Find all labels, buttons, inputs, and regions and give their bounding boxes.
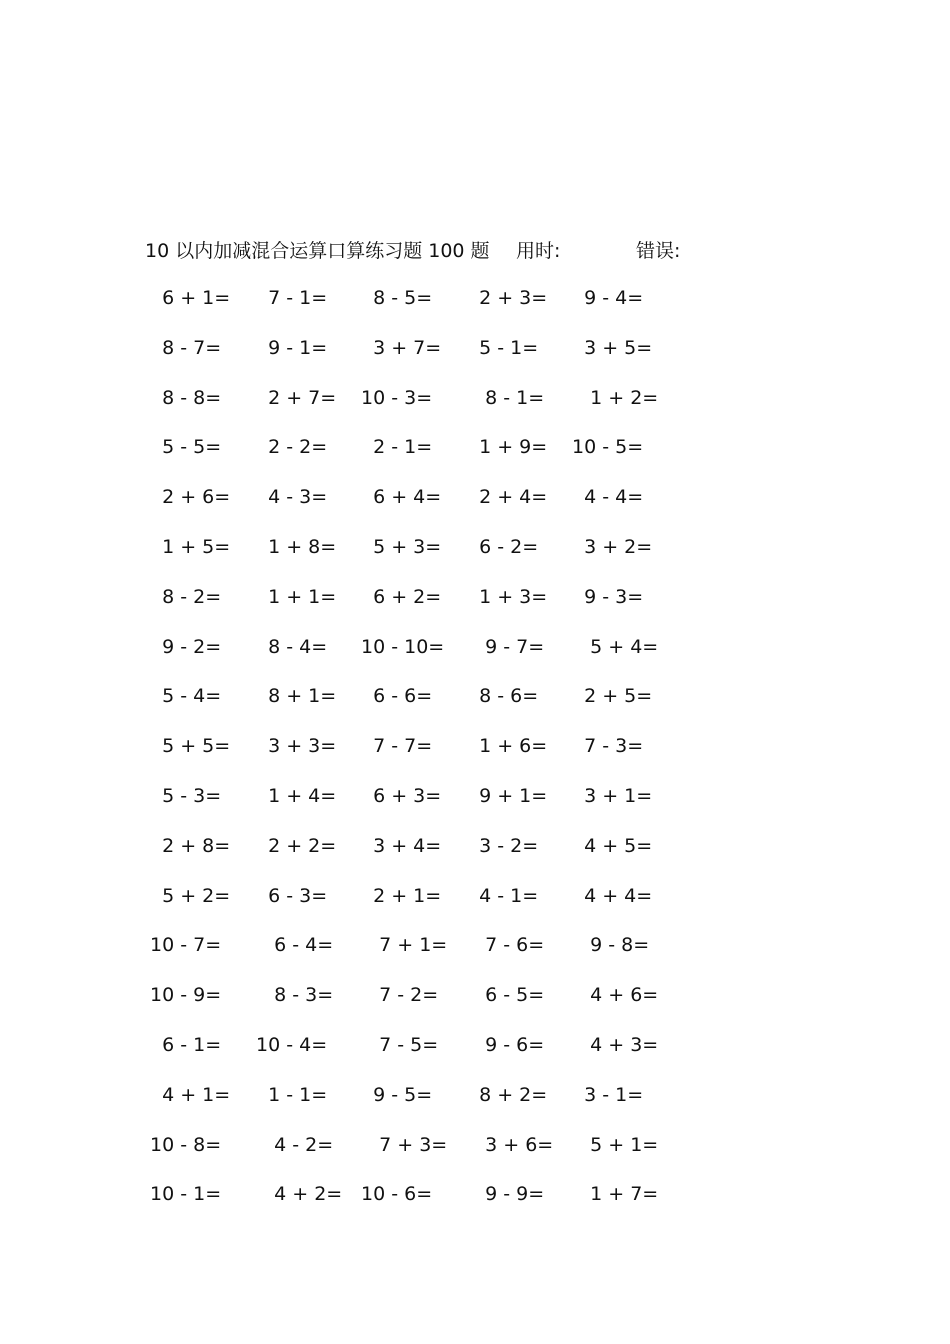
problem-item: 8 - 7= <box>150 336 222 359</box>
problem-item: 5 + 1= <box>572 1133 659 1156</box>
problem-item: 1 + 8= <box>256 535 337 558</box>
problem-item: 10 - 6= <box>361 1183 433 1206</box>
problem-item: 5 + 2= <box>150 884 231 907</box>
problem-row <box>0 931 950 981</box>
problem-row <box>0 732 950 782</box>
problem-item: 1 + 5= <box>150 535 231 558</box>
problem-item: 7 - 2= <box>361 984 439 1007</box>
problem-item: 2 - 1= <box>361 436 433 459</box>
problem-item: 5 - 4= <box>150 685 222 708</box>
problem-row <box>0 433 950 483</box>
problem-item: 9 - 2= <box>150 635 222 658</box>
problem-item: 3 + 4= <box>361 834 442 857</box>
problem-item: 3 + 3= <box>256 735 337 758</box>
problem-item: 8 - 6= <box>467 685 539 708</box>
problem-item: 2 + 3= <box>467 287 548 309</box>
problem-item: 2 + 4= <box>467 486 548 509</box>
problem-item: 6 - 6= <box>361 685 433 708</box>
worksheet-header <box>0 236 950 264</box>
problem-row <box>0 633 950 683</box>
problem-item: 5 + 4= <box>572 635 659 658</box>
problem-item: 8 - 1= <box>467 386 545 409</box>
problem-row <box>0 1031 950 1081</box>
problem-item: 9 - 5= <box>361 1083 433 1106</box>
problem-row <box>0 533 950 583</box>
problem-item: 10 - 4= <box>256 1033 328 1056</box>
problem-item: 5 + 3= <box>361 535 442 558</box>
problem-item: 9 - 1= <box>256 336 328 359</box>
problem-item: 8 - 2= <box>150 585 222 608</box>
problem-item: 9 - 7= <box>467 635 545 658</box>
problem-row <box>0 334 950 384</box>
problem-item: 3 + 2= <box>572 535 653 558</box>
problem-item: 7 - 1= <box>256 287 328 309</box>
problem-item: 8 - 3= <box>256 984 334 1007</box>
problem-item: 4 - 1= <box>467 884 539 907</box>
problem-item: 4 - 3= <box>256 486 328 509</box>
problem-item: 8 - 5= <box>361 287 433 309</box>
problem-item: 2 + 6= <box>150 486 231 509</box>
problem-item: 7 - 7= <box>361 735 433 758</box>
problem-item: 9 - 3= <box>572 585 644 608</box>
problem-item: 2 - 2= <box>256 436 328 459</box>
problem-item: 10 - 7= <box>150 934 222 957</box>
problem-item: 8 - 8= <box>150 386 222 409</box>
problem-row <box>0 1180 950 1230</box>
problem-item: 4 - 4= <box>572 486 644 509</box>
problem-row <box>0 284 950 334</box>
problem-item: 10 - 5= <box>572 436 644 459</box>
problem-item: 6 + 2= <box>361 585 442 608</box>
problem-item: 2 + 2= <box>256 834 337 857</box>
problem-item: 3 + 6= <box>467 1133 554 1156</box>
problem-item: 10 - 9= <box>150 984 222 1007</box>
problem-item: 4 + 6= <box>572 984 659 1007</box>
problem-item: 7 - 6= <box>467 934 545 957</box>
problem-item: 8 + 2= <box>467 1083 548 1106</box>
problem-item: 10 - 1= <box>150 1183 222 1206</box>
problem-row <box>0 384 950 434</box>
time-used-label: 用时: <box>516 240 561 262</box>
problem-item: 10 - 3= <box>361 386 433 409</box>
problem-item: 1 + 9= <box>467 436 548 459</box>
problem-item: 8 - 4= <box>256 635 328 658</box>
problem-grid <box>0 284 950 1230</box>
problem-row <box>0 981 950 1031</box>
problem-row <box>0 682 950 732</box>
problem-item: 6 - 5= <box>467 984 545 1007</box>
problem-row <box>0 483 950 533</box>
problem-item: 7 + 3= <box>361 1133 448 1156</box>
problem-item: 6 + 1= <box>150 287 231 309</box>
problem-item: 3 + 1= <box>572 784 653 807</box>
problem-item: 8 + 1= <box>256 685 337 708</box>
problem-item: 3 + 7= <box>361 336 442 359</box>
worksheet-title: 10 以内加减混合运算口算练习题 100 题 <box>145 240 490 262</box>
problem-item: 1 + 3= <box>467 585 548 608</box>
problem-item: 1 - 1= <box>256 1083 328 1106</box>
problem-item: 7 - 3= <box>572 735 644 758</box>
error-count-label: 错误: <box>636 240 681 262</box>
problem-item: 10 - 10= <box>361 635 445 658</box>
problem-item: 5 - 5= <box>150 436 222 459</box>
problem-item: 6 - 4= <box>256 934 334 957</box>
problem-item: 1 + 4= <box>256 784 337 807</box>
problem-row <box>0 882 950 932</box>
problem-item: 4 + 5= <box>572 834 653 857</box>
problem-item: 5 - 3= <box>150 784 222 807</box>
problem-item: 1 + 7= <box>572 1183 659 1206</box>
problem-row <box>0 583 950 633</box>
problem-item: 10 - 8= <box>150 1133 222 1156</box>
problem-item: 1 + 6= <box>467 735 548 758</box>
problem-item: 1 + 1= <box>256 585 337 608</box>
problem-item: 3 + 5= <box>572 336 653 359</box>
problem-item: 6 - 2= <box>467 535 539 558</box>
problem-row <box>0 1081 950 1131</box>
problem-item: 6 - 1= <box>150 1033 222 1056</box>
problem-item: 3 - 1= <box>572 1083 644 1106</box>
problem-item: 9 - 8= <box>572 934 650 957</box>
problem-item: 9 - 6= <box>467 1033 545 1056</box>
problem-item: 5 + 5= <box>150 735 231 758</box>
problem-row <box>0 1131 950 1181</box>
problem-item: 9 - 4= <box>572 287 644 309</box>
problem-item: 6 - 3= <box>256 884 328 907</box>
problem-item: 9 + 1= <box>467 784 548 807</box>
problem-item: 2 + 5= <box>572 685 653 708</box>
problem-item: 2 + 8= <box>150 834 231 857</box>
problem-item: 4 - 2= <box>256 1133 334 1156</box>
problem-item: 4 + 3= <box>572 1033 659 1056</box>
problem-item: 6 + 3= <box>361 784 442 807</box>
problem-item: 4 + 1= <box>150 1083 231 1106</box>
problem-item: 2 + 1= <box>361 884 442 907</box>
problem-item: 7 - 5= <box>361 1033 439 1056</box>
problem-item: 4 + 2= <box>256 1183 343 1206</box>
problem-item: 6 + 4= <box>361 486 442 509</box>
problem-item: 9 - 9= <box>467 1183 545 1206</box>
problem-item: 4 + 4= <box>572 884 653 907</box>
problem-item: 1 + 2= <box>572 386 659 409</box>
problem-item: 3 - 2= <box>467 834 539 857</box>
problem-item: 7 + 1= <box>361 934 448 957</box>
problem-row <box>0 782 950 832</box>
problem-item: 5 - 1= <box>467 336 539 359</box>
problem-item: 2 + 7= <box>256 386 337 409</box>
problem-row <box>0 832 950 882</box>
